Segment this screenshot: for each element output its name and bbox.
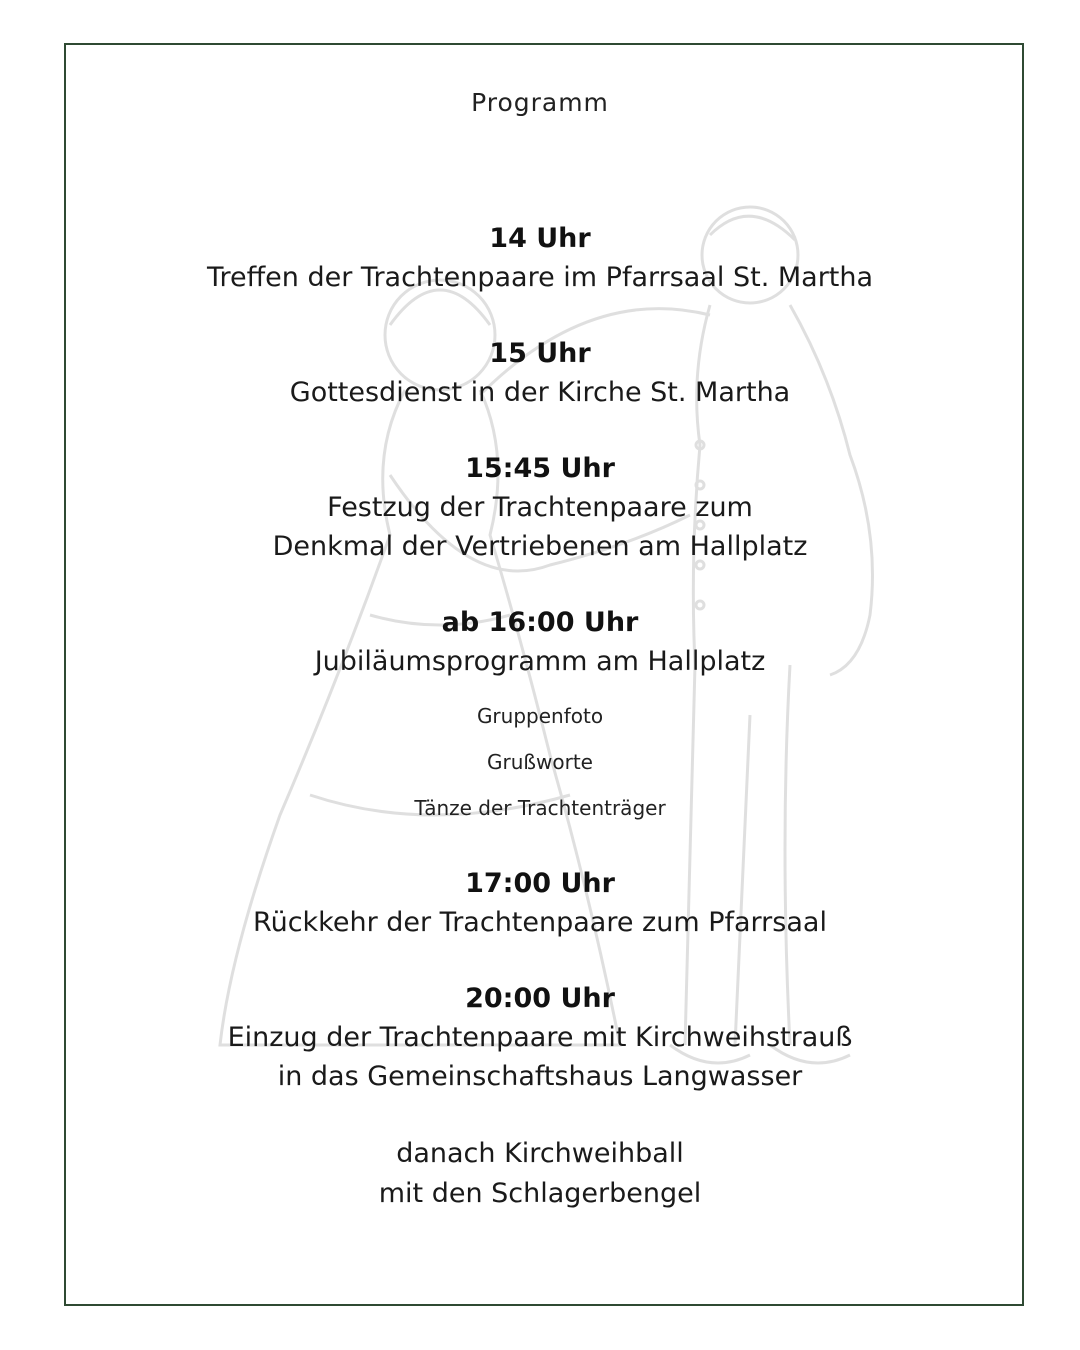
schedule-time: 15:45 Uhr: [465, 453, 615, 484]
schedule-description: in das Gemeinschaftshaus Langwasser: [277, 1061, 803, 1092]
schedule-time: ab 16:00 Uhr: [441, 607, 639, 638]
schedule-time: 15 Uhr: [489, 338, 591, 369]
schedule-description: Denkmal der Vertriebenen am Hallplatz: [272, 531, 808, 562]
schedule-item-4: [0, 604, 1080, 831]
closing-line: mit den Schlagerbengel: [378, 1178, 702, 1209]
schedule-description: Gottesdienst in der Kirche St. Martha: [289, 377, 791, 408]
program-subitem: Grußworte: [487, 750, 593, 774]
program-subitem: Tänze der Trachtenträger: [414, 796, 666, 820]
schedule-item-3: [0, 450, 1080, 566]
closing-line: danach Kirchweihball: [396, 1138, 684, 1169]
schedule-time: 17:00 Uhr: [465, 868, 615, 899]
page-title: Programm: [471, 88, 609, 117]
schedule-item-1: [0, 220, 1080, 297]
schedule-description: Festzug der Trachtenpaare zum: [327, 492, 753, 523]
schedule-item-2: [0, 335, 1080, 412]
schedule-description: Einzug der Trachtenpaare mit Kirchweihstrauß: [227, 1022, 853, 1053]
closing-note: [0, 1134, 1080, 1214]
schedule-time: 20:00 Uhr: [465, 983, 615, 1014]
schedule-item-6: [0, 980, 1080, 1096]
schedule-time: 14 Uhr: [489, 223, 591, 254]
schedule-description: Rückkehr der Trachtenpaare zum Pfarrsaal: [253, 907, 827, 938]
schedule-description: Jubiläumsprogramm am Hallplatz: [314, 646, 766, 677]
schedule-item-5: [0, 865, 1080, 942]
program-subitem: Gruppenfoto: [476, 704, 604, 728]
schedule-description: Treffen der Trachtenpaare im Pfarrsaal St. Martha: [206, 262, 874, 293]
